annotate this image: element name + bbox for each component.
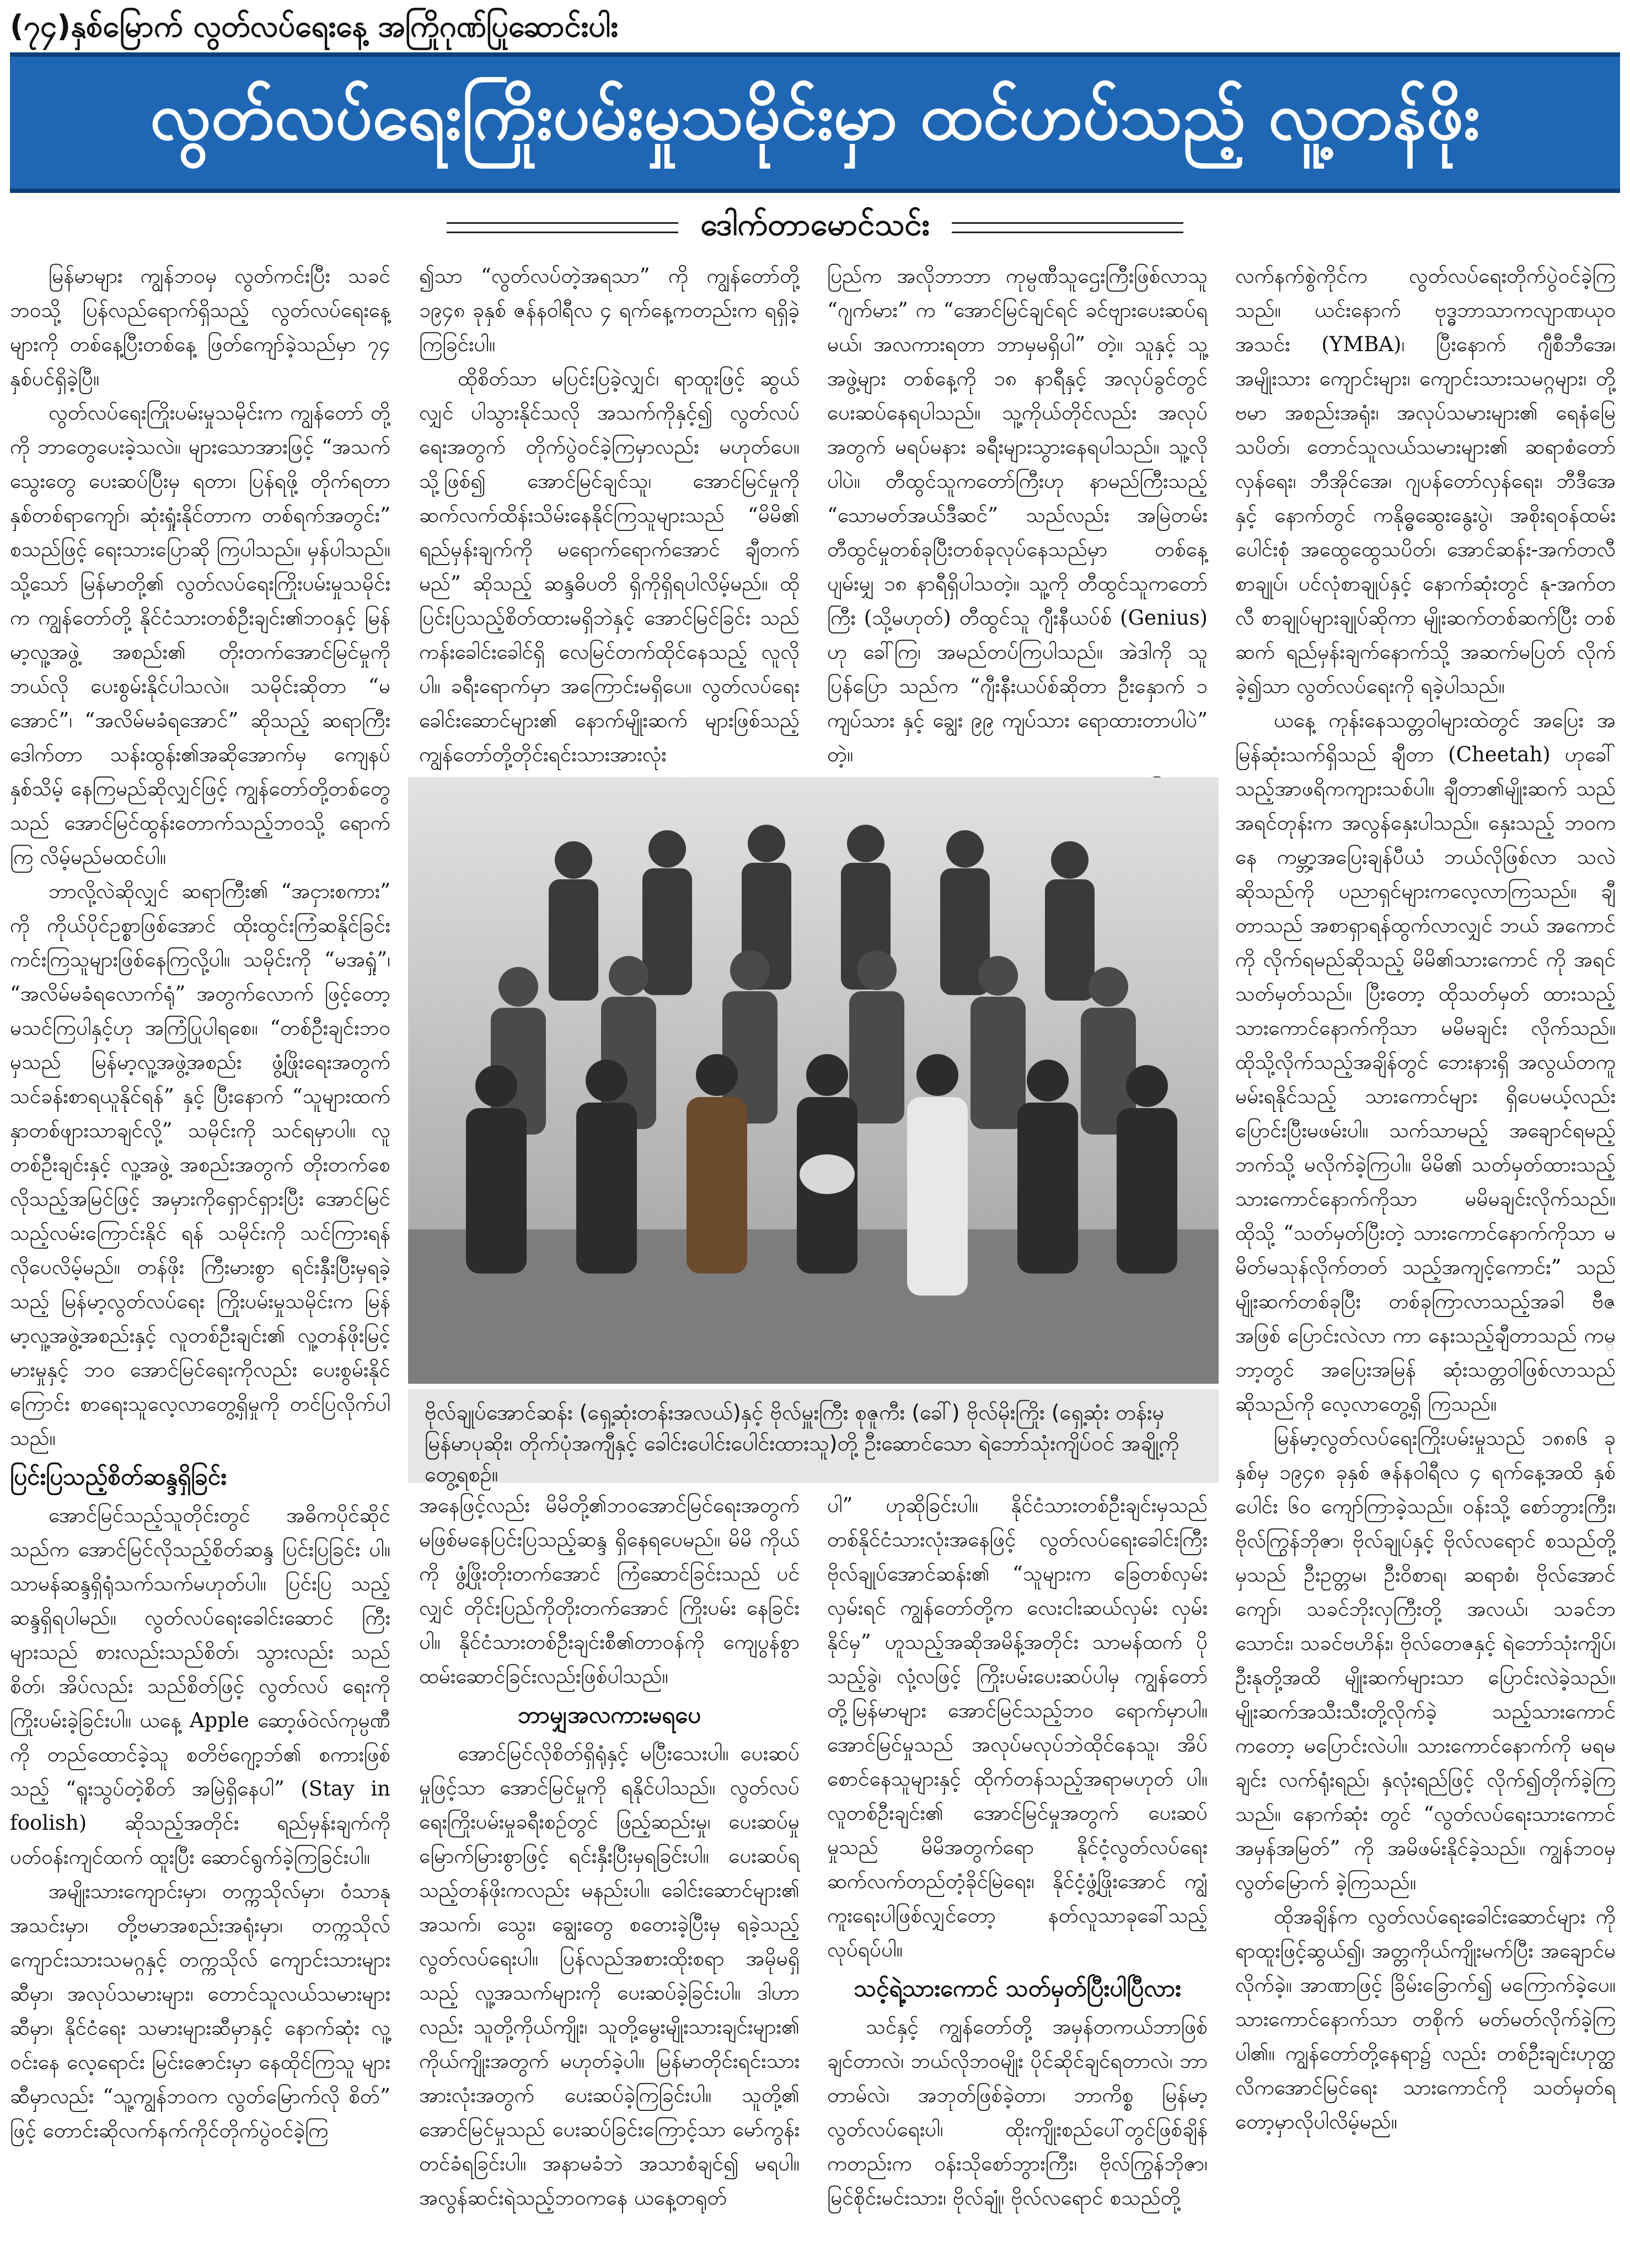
paragraph: လက်နက်စွဲကိုင်က လွတ်လပ်ရေးတိုက်ပွဲဝင်ခဲ့ကြ သည်။ ယင်းနောက် ဗုဒ္ဓဘာသာကလျာဏယုဝ အသင်း (YMBA)၊ ပြီးနောက် ဂျီစီဘီအေ၊ အမျိုးသား ကျောင်းများ၊ ကျောင်းသားသမဂ္ဂများ၊ တို့ဗမာ အစည်းအရုံး၊ အလုပ်သမားများ၏ ရေနံမြေသပိတ်၊ တောင်သူလယ်သမားများ၏ ဆရာစံတော်လှန်ရေး၊ ဘီအိုင်အေ၊ ဂျပန်တော်လှန်ရေး၊ ဘီဒီအေနှင့် နောက်တွင် ကနိုဓ္ဓဆွေးနွေးပွဲ၊ အစိုးရဝန်ထမ်းပေါင်းစုံ အထွေထွေသပိတ်၊ အောင်ဆန်း-အက်တလီစာချုပ်၊ ပင်လုံစာချုပ်နှင့် နောက်ဆုံးတွင် နု-အက်တလီ စာချုပ်များချုပ်ဆိုကာ မျိုးဆက်တစ်ဆက်ပြီး တစ်ဆက် ရည်မှန်းချက်နောက်သို့ အဆက်မပြတ် လိုက်ခဲ့၍သာ လွတ်လပ်ရေးကို ရခဲ့ပါသည်။ [1235,264,1616,698]
paragraph: ဘာလို့လဲဆိုလျှင် ဆရာကြီး၏ “အငှားစကား” ကို ကိုယ်ပိုင်ဥစ္စာဖြစ်အောင် ထိုးထွင်းကြံဆနိုင်ခြင်း ကင်းကြသူများဖြစ်နေကြလို့ပါ။ သမိုင်းကို “မအရှုံ”၊ “အလိမ်မခံရလောက်ရုံ” အတွက်လောက် ဖြင့်တော့ မသင်ကြပါနှင့်ဟု အကြံပြုပါရစေ။ “တစ်ဦးချင်းဘဝမှသည် မြန်မာ့လူ့အဖွဲ့အစည်း ဖွံ့ဖြိုးရေးအတွက် သင်ခန်းစာရယူနိုင်ရန်” နှင့် ပြီးနောက် “သူများထက် နှာတစ်ဖျားသာချင်လို့” သမိုင်းကို သင်ရမှာပါ။ လူတစ်ဦးချင်းနှင့် လူ့အဖွဲ့ အစည်းအတွက် တိုးတက်စေလိုသည့်အမြင်ဖြင့် အမှားကိုရှောင်ရှားပြီး အောင်မြင်သည့်လမ်းကြောင်းနိုင် ရန် သမိုင်းကို သင်ကြားရန် လိုပေလိမ့်မည်။ တန်ဖိုး ကြီးမားစွာ ရင်းနှီးပြီးမှရခဲ့သည့် မြန်မာ့လွတ်လပ်ရေး ကြိုးပမ်းမှုသမိုင်းက မြန်မာ့လူ့အဖွဲ့အစည်းနှင့် လူတစ်ဦးချင်း၏ လူ့တန်ဖိုးမြင့်မားမှုနှင့် ဘဝ အောင်မြင်ရေးကိုလည်း ပေးစွမ်းနိုင်ကြောင်း စာရေးသူလေ့လာတွေ့ရှိမှုကို တင်ပြလိုက်ပါသည်။ [10,879,390,1450]
byline [10,204,1620,251]
paragraph: အောင်မြင်သည့်သူတိုင်းတွင် အဓိကပိုင်ဆိုင် သည်က အောင်မြင်လိုသည့်စိတ်ဆန္ဒ ပြင်းပြခြင်း ပါ။ သာမန်ဆန္ဒရှိရုံသက်သက်မဟုတ်ပါ။ ပြင်းပြ သည့်ဆန္ဒရှိရပါမည်။ လွတ်လပ်ရေးခေါင်းဆောင် ကြီးများသည် စားလည်းသည်စိတ်၊ သွားလည်း သည်စိတ်၊ အိပ်လည်း သည်စိတ်ဖြင့် လွတ်လပ် ရေးကို ကြိုးပမ်းခဲ့ခြင်းပါ။ ယနေ့ Apple ဆော့ဖ်ဝဲလ်ကုမ္ပဏီကို တည်ထောင်ခဲ့သူ စတိဗ်ဂျော့ဘ်၏ စကားဖြစ်သည့် “ရူးသွပ်တဲ့စိတ် အမြဲရှိနေပါ” (Stay in foolish) ဆိုသည့်အတိုင်း ရည်မှန်းချက်ကို ပတ်ဝန်းကျင်ထက် ထူးပြီး ဆောင်ရွက်ခဲ့ကြခြင်းပါ။ [10,1503,390,1869]
section-heading: သင့်ရဲ့သားကောင် သတ်မှတ်ပြီးပါပြီလား [854,1975,1181,2002]
paragraph: ပါ” ဟုဆိုခြင်းပါ။ နိုင်ငံသားတစ်ဦးချင်းမှသည် တစ်နိုင်ငံသားလုံးအနေဖြင့် လွတ်လပ်ရေးခေါင်းကြီး ဗိုလ်ချုပ်အောင်ဆန်း၏ “သူများက ခြေတစ်လှမ်း လှမ်းရင် ကျွန်တော်တို့က လေးငါးဆယ်လှမ်း လှမ်း နိုင်မှ” ဟူသည့်အဆိုအမိန့်အတိုင်း သာမန်ထက် ပိုသည့်ခွဲ၊ လုံ့လဖြင့် ကြိုးပမ်းပေးဆပ်ပါမှ ကျွန်တော် တို့မြန်မာများ အောင်မြင်သည့်ဘဝ ရောက်မှာပါ။ အောင်မြင်မှုသည် အလုပ်မလုပ်ဘဲထိုင်နေသူ၊ အိပ်စောင်နေသူများနှင့် ထိုက်တန်သည့်အရာမဟုတ် ပါ။ လူတစ်ဦးချင်း၏ အောင်မြင်မှုအတွက် ပေးဆပ်မှုသည် မိမိအတွက်ရော နိုင်ငံ့လွတ်လပ်ရေး ဆက်လက်တည်တံ့ခိုင်မြဲရေး၊ နိုင်ငံ့ဖွံ့ဖြိုးအောင် ကျွံကူးရေးပါဖြစ်လျှင်တော့ နတ်လူသာခုခေါ်သည့် လုပ်ရပ်ပါ။ [827,1493,1208,1961]
byline-rule-right [952,222,1183,233]
column-3-top [827,259,1208,766]
photo-caption: ဗိုလ်ချုပ်အောင်ဆန်း (ရှေ့ဆုံးတန်းအလယ်)နှင့် ဗိုလ်မှူးကြီး စုဇူကီး (ခေါ်) ဗိုလ်မိုးကြိုး (ရှေ့ဆုံး တန်းမှ မြန်မာပုဆိုး၊ တိုက်ပုံအကျီနှင့် ခေါင်းပေါင်းပေါင်းထားသူ)တို့ ဦးဆောင်သော ရဲဘော်သုံးကျိပ်ဝင် အချို့ကို တွေ့ရစဉ်။ [408,1389,1219,1483]
section-heading: ပြင်းပြသည့်စိတ်ဆန္ဒရှိခြင်း [10,1463,227,1490]
paragraph: လွတ်လပ်ရေးကြိုးပမ်းမှုသမိုင်းက ကျွန်တော် တို့ကို ဘာတွေပေးခဲ့သလဲ။ များသောအားဖြင့် “အသက်သွေးတွေ ပေးဆပ်ပြီးမှ ရတာ၊ ပြန်ရဖို့ တိုက်ရတာ နှစ်တစ်ရာကျော်၊ ဆုံးရှုံးနိုင်တာက တစ်ရက်အတွင်း” စသည်ဖြင့် ရေးသားပြောဆို ကြပါသည်။ မှန်ပါသည်။ သို့သော် မြန်မာတို့၏ လွတ်လပ်ရေးကြိုးပမ်းမှုသမိုင်းက ကျွန်တော်တို့ နိုင်ငံသားတစ်ဦးချင်း၏ဘဝနှင့် မြန်မာ့လူ့အဖွဲ့ အစည်း၏ တိုးတက်အောင်မြင်မှုကို ဘယ်လို ပေးစွမ်းနိုင်ပါသလဲ။ သမိုင်းဆိုတာ “မအောင်”၊ “အလိမ်မခံရအောင်” ဆိုသည့် ဆရာကြီးဒေါက်တာ သန်းထွန်း၏အဆိုအောက်မှ ကျေနပ်နှစ်သိမ့် နေကြမည်ဆိုလျှင်ဖြင့် ကျွန်တော်တို့တစ်တွေသည် အောင်မြင်ထွန်းတောက်သည့်ဘဝသို့ ရောက်ကြ လိမ့်မည်မထင်ပါ။ [10,401,390,869]
paragraph: ထိုအချိန်က လွတ်လပ်ရေးခေါင်းဆောင်များ ကို ရာထူးဖြင့်ဆွယ်၍၊ အတ္တကိုယ်ကျိုးမက်ပြီး အချောင်မလိုက်ခဲ့။ အာဏာဖြင့် ခြိမ်းခြောက်၍ မကြောက်ခဲ့ပေ။ သားကောင်နောက်သာ တစိုက် မတ်မတ်လိုက်ခဲ့ကြပါ၏။ ကျွန်တော်တို့နေရာ၌ လည်း တစ်ဦးချင်းဟုတ္ထလိကအောင်မြင်ရေး သားကောင်ကို သတ်မှတ်ရတော့မှာလိုပါလိမ့်မည်။ [1235,1905,1616,2133]
article-title: လွတ်လပ်ရေးကြိုးပမ်းမှုသမိုင်းမှာ ထင်ဟပ်သည့် လူ့တန်ဖိုး [150,78,1480,154]
photo-illustration [408,777,1219,1384]
title-banner [10,52,1620,193]
author-name: ဒေါက်တာမောင်သင်း [700,206,930,243]
paragraph: ပြည်က အလိုဘာဘာ ကုမ္ပဏီသူဌေးကြီးဖြစ်လာသူ “ဂျက်မား” က “အောင်မြင်ချင်ရင် ခင်ဗျားပေးဆပ်ရ မယ်၊ အလကားရတာ ဘာမှမရှိပါ” တဲ့။ သူနှင့် သူ့ အဖွဲ့များ တစ်နေ့ကို ၁၈ နာရီနှင့် အလုပ်ခွင်တွင် ပေးဆပ်နေရပါသည်။ သူ့ကိုယ်တိုင်လည်း အလုပ် အတွက် မရပ်မနား ခရီးများသွားနေရပါသည်။ သူ့လို ပါပဲ။ တီထွင်သူကတော်ကြီးဟု နာမည်ကြီးသည့် “သောမတ်အယ်ဒီဆင်” သည်လည်း အမြဲတမ်း တီထွင်မှုတစ်ခုပြီးတစ်ခုလုပ်နေသည်မှာ တစ်နေ့ ပျမ်းမျှ ၁၈ နာရီရှိပါသတဲ့။ သူ့ကို တီထွင်သူကတော်ကြီး (သို့မဟုတ်) တီထွင်သူ ဂျီးနီယပ်စ် (Genius) ဟု ခေါ်ကြ၊ အမည်တပ်ကြပါသည်။ အဲဒါကို သူပြန်ပြော သည်က “ဂျီးနီးယပ်စ်ဆိုတာ ဦးနှောက် ၁ ကျပ်သား နှင့် ချွေး ၉၉ ကျပ်သား ရောထားတာပါပဲ” တဲ့။ [827,264,1208,766]
column-1 [10,259,390,2255]
kicker-line: (၇၄)နှစ်မြောက် လွတ်လပ်ရေးနေ့ အကြိုဂုဏ်ပြုဆောင်းပါး [10,9,618,44]
paragraph: ၍သာ “လွတ်လပ်တဲ့အရသာ” ကို ကျွန်တော်တို့ ၁၉၄၈ ခုနှစ် ဇန်နဝါရီလ ၄ ရက်နေ့ကတည်းက ရရှိခဲ့ကြခြင်းပါ။ [419,264,800,356]
historical-group-photo [408,777,1219,1384]
column-4 [1235,259,1616,2255]
section-heading: ဘာမျှအလကားမရပေ [518,1701,701,1728]
paragraph: မြန်မာများ ကျွန်ဘဝမှ လွတ်ကင်းပြီး သခင် ဘဝသို့ ပြန်လည်ရောက်ရှိသည့် လွတ်လပ်ရေးနေ့ များကို တစ်နေ့ပြီးတစ်နေ့ ဖြတ်ကျော်ခဲ့သည်မှာ ၇၄ နှစ်ပင်ရှိခဲ့ပြီ။ [10,264,390,390]
paragraph: အနေဖြင့်လည်း မိမိတို့၏ဘဝအောင်မြင်ရေးအတွက် မဖြစ်မနေပြင်းပြသည့်ဆန္ဒ ရှိနေရပေမည်။ မိမိ ကိုယ်ကို ဖွံ့ဖြိုးတိုးတက်အောင် ကြံဆောင်ခြင်းသည် ပင်လျှင် တိုင်းပြည်ကိုတိုးတက်အောင် ကြိုးပမ်း နေခြင်းပါ။ နိုင်ငံသားတစ်ဦးချင်းစီ၏တာဝန်ကို ကျေပွန်စွာ ထမ်းဆောင်ခြင်းလည်းဖြစ်ပါသည်။ [419,1493,800,1688]
paragraph: အောင်မြင်လိုစိတ်ရှိရုံနှင့် မပြီးသေးပါ။ ပေးဆပ် မှုဖြင့်သာ အောင်မြင်မှုကို ရနိုင်ပါသည်။ လွတ်လပ် ရေးကြိုးပမ်းမှုခရီးစဉ်တွင် ဖြည့်ဆည်းမှု၊ ပေးဆပ်မှု မြောက်မြားစွာဖြင့် ရင်းနှီးပြီးမှရခြင်းပါ။ ပေးဆပ်ရ သည့်တန်ဖိုးကလည်း မနည်းပါ။ ခေါင်းဆောင်များ၏ အသက်၊ သွေး၊ ချွေးတွေ စတေးခဲ့ပြီးမှ ရခဲ့သည့် လွတ်လပ်ရေးပါ။ ပြန်လည်အစားထိုးစရာ အမိုမရှိ သည့် လူ့အသက်များကို ပေးဆပ်ခဲ့ခြင်းပါ။ ဒါဟာ လည်း သူတို့ကိုယ်ကျိုး၊ သူတို့မွေးမျိုးသားချင်းများ၏ ကိုယ်ကျိုးအတွက် မဟုတ်ခဲ့ပါ။ မြန်မာတိုင်းရင်းသား အားလုံးအတွက် ပေးဆပ်ခဲ့ကြခြင်းပါ။ သူတို့၏ အောင်မြင်မှုသည် ပေးဆပ်ခြင်းကြောင့်သာ မော်ကွန်းတင်ခံရခြင်းပါ။ အနာမခံဘဲ အသာစံချင်၍ မရပါ။ အလွန်ဆင်းရဲသည့်ဘဝကနေ ယနေ့တရုတ် [419,1742,800,2210]
paragraph: ထိုစိတ်သာ မပြင်းပြခဲ့လျှင်၊ ရာထူးဖြင့် ဆွယ်လျှင် ပါသွားနိုင်သလို အသက်ကိုနှင့်၍ လွတ်လပ် ရေးအတွက် တိုက်ပွဲဝင်ခဲ့ကြမှာလည်း မဟုတ်ပေ။ သို့ဖြစ်၍ အောင်မြင်ချင်သူ၊ အောင်မြင်မှုကို ဆက်လက်ထိန်းသိမ်းနေနိုင်ကြသူများသည် “မိမိ၏ ရည်မှန်းချက်ကို မရောက်ရောက်အောင် ချီတက် မည်” ဆိုသည့် ဆန္ဒဓိပတိ ရှိကိုရှိရပါလိမ့်မည်။ ထိုပြင်းပြသည့်စိတ်ထားမရှိဘဲနှင့် အောင်မြင်ခြင်း သည် ကန်းခေါင်းခေါင်ရှိ လေမြင်တက်ထိုင်နေသည့် လူလိုပါ။ ခရီးရောက်မှာ အကြောင်းမရှိပေ။ လွတ်လပ်ရေးခေါင်းဆောင်များ၏ နောက်မျိုးဆက် များဖြစ်သည့် ကျွန်တော်တို့တိုင်းရင်းသားအားလုံး [419,367,800,766]
column-2-bottom [419,1488,800,2255]
paragraph: ယနေ့ ကုန်းနေသတ္တဝါများထဲတွင် အပြေး အမြန်ဆုံးသက်ရှိသည် ချီတာ (Cheetah) ဟုခေါ် သည့်အာဖရိကကျားသစ်ပါ။ ချီတာ၏မျိုးဆက် သည် အရင်တုန်းက အလွန်နှေးပါသည်။ နှေးသည့် ဘဝကနေ ကမ္ဘာ့အပြေးချန်ပီယံ ဘယ်လိုဖြစ်လာ သလဲဆိုသည်ကို ပညာရှင်များကလေ့လာကြသည်။ ချီတာသည် အစာရှာရန်ထွက်လာလျှင် ဘယ် အကောင်ကို လိုက်ရမည်ဆိုသည့် မိမိ၏သားကောင် ကို အရင်သတ်မှတ်သည်။ ပြီးတော့ ထိုသတ်မှတ် ထားသည့်သားကောင်နောက်ကိုသာ မမိမချင်း လိုက်သည်။ ထိုသို့လိုက်သည့်အချိန်တွင် ဘေးနားရှိ အလွယ်တကူမမ်းရနိုင်သည့် သားကောင်များ ရှိပေမယ့်လည်း ပြောင်းပြီးမဖမ်းပါ။ သက်သာမည့် အချောင်ရမည့်ဘက်သို့ မလိုက်ခဲ့ကြပါ။ မိမိ၏ သတ်မှတ်ထားသည့် သားကောင်နောက်ကိုသာ မမိမချင်းလိုက်သည်။ ထိုသို့ “သတ်မှတ်ပြီးတဲ့ သားကောင်နောက်ကိုသာ မမိတ်မသုန်လိုက်တတ် သည့်အကျင့်ကောင်း” သည် မျိုးဆက်တစ်ခုပြီး တစ်ခုကြာလာသည့်အခါ ဗီဇအဖြစ် ပြောင်းလဲလာ ကာ နေးသည့်ချီတာသည် ကမ္ဘာ့တွင် အပြေးအမြန် ဆုံးသတ္တဝါဖြစ်လာသည်ဆိုသည်ကို လေ့လာတွေ့ရှိ ကြသည်။ [1235,708,1616,1416]
paragraph: မြန်မာ့လွတ်လပ်ရေးကြိုးပမ်းမှုသည် ၁၈၈၆ ခုနှစ်မှ ၁၉၄၈ ခုနှစ် ဇန်နဝါရီလ ၄ ရက်နေ့အထိ နှစ်ပေါင်း ၆၀ ကျော်ကြာခဲ့သည်။ ဝန်းသို့ စော်ဘွားကြီး၊ ဗိုလ်ကြွန်ဘိုဇာ၊ ဗိုလ်ချုပ်နှင့် ဗိုလ်လရောင် စသည်တို့မှသည် ဦးဥတ္တမ၊ ဦးဝိစာရ၊ ဆရာစံ၊ ဗိုလ်အောင်ကျော်၊ သခင်ဘိုးလှကြီးတို့ အလယ်၊ သခင်ဘသောင်း၊ သခင်ဗဟိန်း၊ ဗိုလ်တေဇနှင့် ရဲဘော်သုံးကျိပ်၊ ဦးနုတို့အထိ မျိုးဆက်များသာ ပြောင်းလဲခဲ့သည်။ မျိုးဆက်အသီးသီးတို့လိုက်ခဲ့ သည့်သားကောင်ကတော့ မပြောင်းလဲပါ။ သားကောင်နောက်ကို မရမချင်း လက်ရုံးရည်၊ နှလုံးရည်ဖြင့် လိုက်၍တိုက်ခဲ့ကြသည်။ နောက်ဆုံး တွင် “လွတ်လပ်ရေးသားကောင် အမှန်အမြတ်” ကို အမိဖမ်းနိုင်ခဲ့သည်။ ကျွန်ဘဝမှ လွတ်မြောက် ခဲ့ကြသည်။ [1235,1426,1616,1894]
paragraph: အမျိုးသားကျောင်းမှာ၊ တက္ကသိုလ်မှာ၊ ဝံသာနုအသင်းမှာ၊ တို့ဗမာအစည်းအရုံးမှာ၊ တက္ကသိုလ်ကျောင်းသားသမဂ္ဂနှင့် တက္ကသိုလ် ကျောင်းသားများဆီမှာ၊ အလုပ်သမားများ၊ တောင်သူလယ်သမားများဆီမှာ၊ နိုင်ငံရေး သမားများဆီမှာနှင့် နောက်ဆုံး လူ့ဝင်းနေ လေ့ရောင်း မြင်းဇောင်းမှာ နေထိုင်ကြသူ များဆီမှာလည်း “သူ့ကျွန်ဘဝက လွတ်မြောက်လို စိတ်” ဖြင့် တောင်းဆိုလက်နက်ကိုင်တိုက်ပွဲဝင်ခဲ့ကြ [10,1879,390,2142]
column-2-top [419,259,800,766]
byline-rule-left [447,222,678,233]
paragraph: သင်နှင့် ကျွန်တော်တို့ အမှန်တကယ်ဘာဖြစ် ချင်တာလဲ၊ ဘယ်လိုဘဝမျိုး ပိုင်ဆိုင်ချင်ရတာလဲ၊ ဘာတာမ်လဲ၊ အဘုတ်ဖြစ်ခဲ့တာ၊ ဘာကိစ္စ မြန်မာ့လွတ်လပ်ရေးပါ၊ ထိုးကျိုးစည်ပေါ်တွင်ဖြစ်ချိန် ကတည်းက ဝန်းသိုစော်ဘွားကြီး၊ ဗိုလ်ကြွန်ဘိုဇာ၊ မြင်စိုင်းမင်းသား၊ ဗိုလ်ချုံ၊ ဗိုလ်လရောင် စသည်တို့ [827,2015,1208,2210]
column-3-bottom [827,1488,1208,2255]
